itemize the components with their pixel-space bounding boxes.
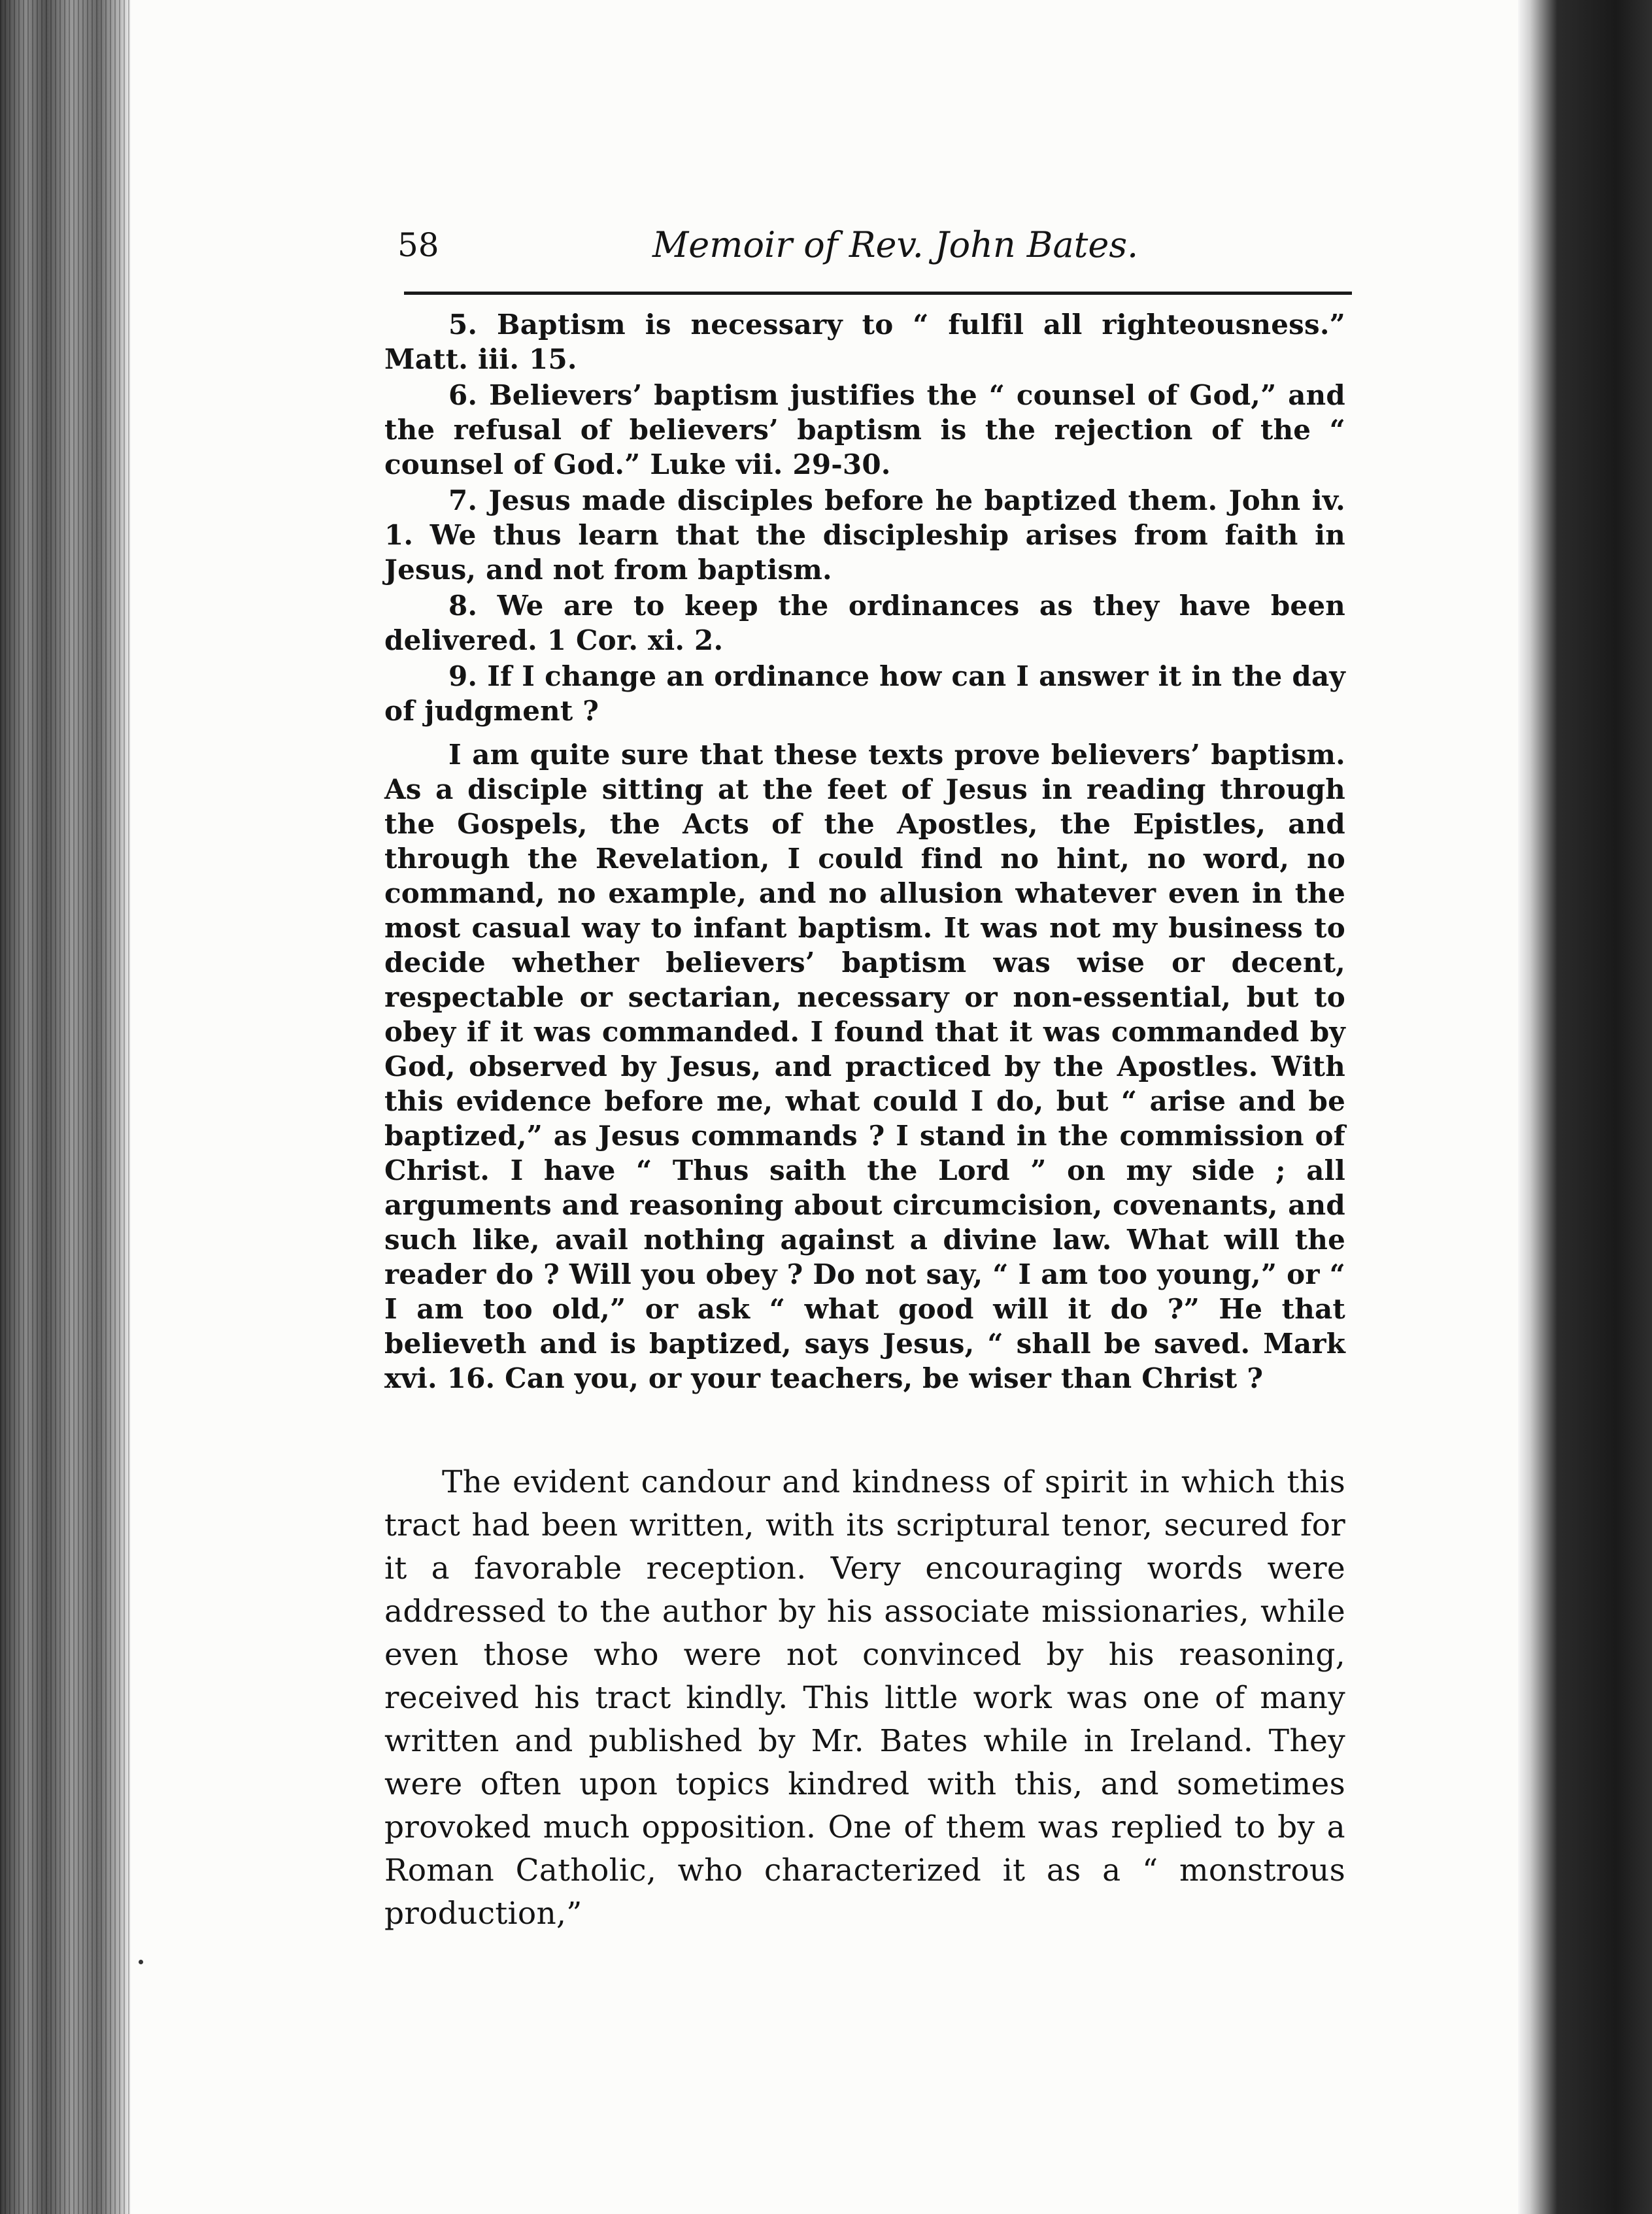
- header-rule: [404, 292, 1352, 295]
- list-item: 8. We are to keep the ordinances as they have been delivered. 1 Cor. xi. 2.: [384, 590, 1345, 656]
- list-item: 6. Believers’ baptism justifies the “ counsel of God,” and the refusal of believers’ baptism is the rejection of the “ counsel of God.” Luke vii. 29-30.: [384, 379, 1345, 480]
- paragraph-narrative: The evident candour and kindness of spirit in which this tract had been written, with its scriptural tenor, secured for it a favorable reception. Very encouraging words were addressed to the author by his associate missionaries, while even those who were not convinced by his reasoning, received his tract kindly. This little work was one of many written and published by Mr. Bates while in Ireland. They were often upon topics kindred with this, and sometimes provoked much opposition. One of them was replied to by a Roman Catholic, who characterized it as a “ monstrous production,”: [384, 1464, 1345, 1932]
- scan-speck: [139, 1960, 143, 1964]
- list-item: 9. If I change an ordinance how can I answer it in the day of judgment ?: [384, 660, 1345, 727]
- running-title: Memoir of Rev. John Bates.: [652, 224, 1139, 265]
- page-header: [397, 222, 1352, 281]
- list-item: 7. Jesus made disciples before he baptized them. John iv. 1. We thus learn that the discipleship arises from faith in Jesus, and not from baptism.: [384, 484, 1345, 586]
- body-text: [384, 307, 1345, 1936]
- list-item: 5. Baptism is necessary to “ fulfil all righteousness.” Matt. iii. 15.: [384, 309, 1345, 375]
- paragraph-argument: I am quite sure that these texts prove believers’ baptism. As a disciple sitting at the feet of Jesus in reading through the Gospels, the Acts of the Apostles, the Epistles, and through the Revelation, I could find no hint, no word, no command, no example, and no allusion whatever even in the most casual way to infant baptism. It was not my business to decide whether believers’ baptism was wise or decent, respectable or sectarian, necessary or non-essential, but to obey if it was commanded. I found that it was commanded by God, observed by Jesus, and practiced by the Apostles. With this evidence before me, what could I do, but “ arise and be baptized,” as Jesus commands ? I stand in the commission of Christ. I have “ Thus saith the Lord ” on my side ; all arguments and reasoning about circumcision, covenants, and such like, avail nothing against a divine law. What will the reader do ? Will you obey ? Do not say, “ I am too young,” or “ I am too old,” or ask “ what good will it do ?” He that believeth and is baptized, says Jesus, “ shall be saved. Mark xvi. 16. Can you, or your teachers, be wiser than Christ ?: [384, 739, 1345, 1394]
- scanner-dark-edge: [1518, 0, 1652, 2214]
- book-spine-edge: [0, 0, 131, 2214]
- page-number: 58: [397, 226, 439, 264]
